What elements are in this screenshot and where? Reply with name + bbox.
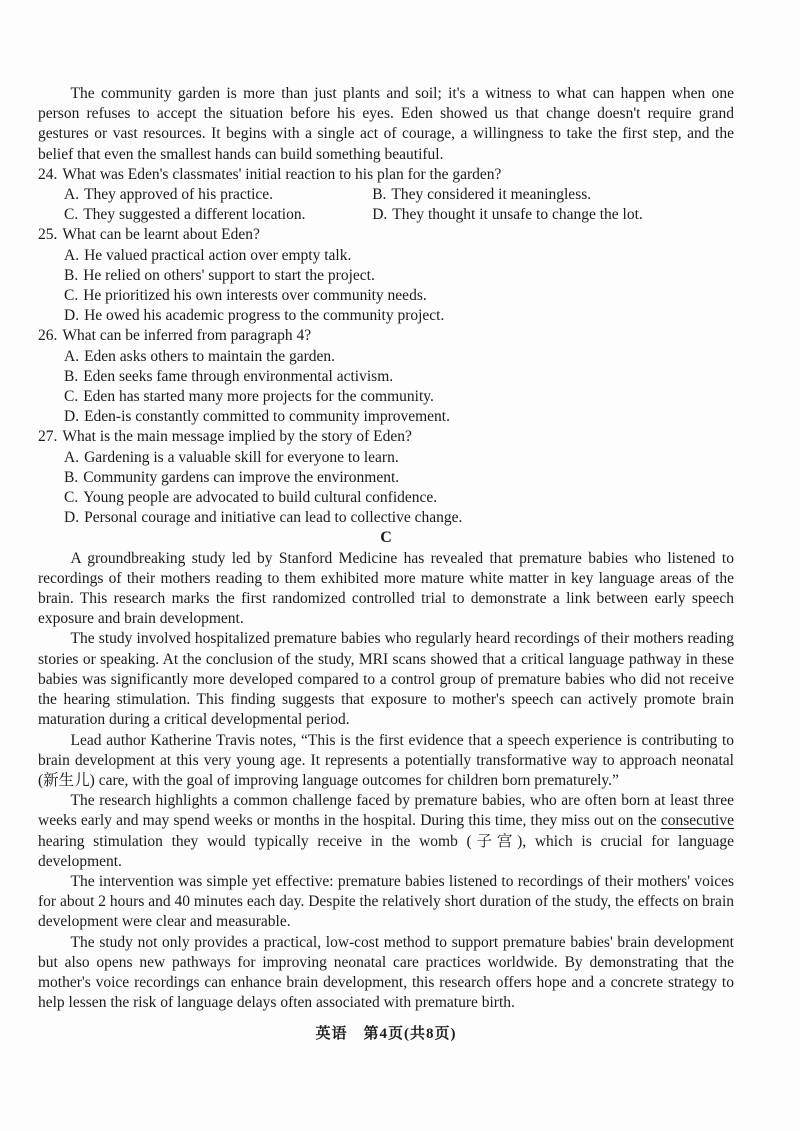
option-label: A.: [64, 347, 80, 365]
option-25-b: [64, 266, 734, 286]
question-stem-text: What is the main message implied by the story of Eden?: [62, 428, 412, 446]
question-26-stem: [38, 326, 734, 346]
option-25-c: [64, 286, 734, 306]
option-27-b: [64, 468, 734, 488]
option-24-a: [64, 185, 372, 205]
question-27-stem: [38, 427, 734, 447]
option-label: D.: [372, 206, 388, 224]
option-label: A.: [64, 186, 80, 204]
question-number: 24.: [38, 165, 58, 183]
option-label: D.: [64, 509, 80, 527]
option-label: C.: [64, 206, 79, 224]
option-text: He valued practical action over empty talk.: [84, 246, 352, 264]
question-25: [38, 225, 734, 326]
option-26-d: [64, 407, 734, 427]
section-c-paragraph-3: Lead author Katherine Travis notes, “This is the first evidence that a speech experience is contributing to brain development at this very young age. It represents a potentially transformative way to approach neonatal (新生儿) care, with the goal of improving language outcomes for children born prematurely.”: [38, 731, 734, 789]
option-26-b: [64, 367, 734, 387]
question-26-options: [38, 347, 734, 428]
question-27-options: [38, 448, 734, 529]
option-25-d: [64, 306, 734, 326]
question-stem-text: What can be inferred from paragraph 4?: [62, 327, 312, 345]
option-label: C.: [64, 489, 79, 507]
option-text: They approved of his practice.: [84, 186, 274, 204]
option-label: B.: [64, 468, 79, 486]
question-25-options: [38, 246, 734, 327]
option-text: Personal courage and initiative can lead to collective change.: [84, 509, 463, 527]
option-text: Eden-is constantly committed to community improvement.: [84, 408, 450, 426]
option-text: They thought it unsafe to change the lot.: [392, 206, 643, 224]
question-number: 26.: [38, 327, 58, 345]
section-c-paragraph-5: The intervention was simple yet effective: premature babies listened to recordings of their mothers' voices for about 2 hours and 40 minutes each day. Despite the relatively short duration of the study, the effects on brain development were clear and measurable.: [38, 872, 734, 931]
question-26: [38, 326, 734, 427]
option-24-b: [372, 185, 734, 205]
question-number: 25.: [38, 226, 58, 244]
section-c-paragraph-6: The study not only provides a practical, low-cost method to support premature babies' brain development but also opens new pathways for improving neonatal care practices worldwide. By demonstrating that the mother's voice recordings can enhance brain development, this research offers hope and a concrete strategy to help lessen the risk of language delays often associated with premature birth.: [38, 933, 734, 1012]
question-24: [38, 165, 734, 226]
option-27-d: [64, 508, 734, 528]
option-text: He prioritized his own interests over community needs.: [83, 287, 427, 305]
paragraph-text: hearing stimulation they would typically receive in the womb (子宫), which is crucial for language development.: [38, 832, 734, 870]
option-26-a: [64, 347, 734, 367]
option-label: A.: [64, 448, 80, 466]
question-27: [38, 427, 734, 528]
question-stem-text: What was Eden's classmates' initial reaction to his plan for the garden?: [62, 165, 502, 183]
option-text: He relied on others' support to start the project.: [83, 266, 375, 284]
option-label: B.: [64, 367, 79, 385]
option-24-c: [64, 205, 372, 225]
option-label: C.: [64, 287, 79, 305]
option-text: Young people are advocated to build cultural confidence.: [83, 489, 438, 507]
question-number: 27.: [38, 428, 58, 446]
section-c-heading: C: [380, 529, 392, 547]
question-25-stem: [38, 225, 734, 245]
option-text: They suggested a different location.: [83, 206, 306, 224]
option-text: Community gardens can improve the environment.: [83, 468, 400, 486]
section-c-paragraph-4: [38, 791, 734, 872]
option-label: D.: [64, 408, 80, 426]
option-label: A.: [64, 246, 80, 264]
option-label: D.: [64, 307, 80, 325]
option-label: B.: [372, 186, 387, 204]
question-24-stem: [38, 165, 734, 185]
section-c-paragraph-2: The study involved hospitalized premature babies who regularly heard recordings of their mothers reading stories or speaking. At the conclusion of the study, MRI scans showed that a critical language pathway in these babies was significantly more developed compared to a control group of premature babies who did not receive the hearing stimulation. This finding suggests that exposure to mother's speech can actively promote brain maturation during a critical developmental period.: [38, 630, 734, 729]
option-text: They considered it meaningless.: [391, 186, 592, 204]
option-label: B.: [64, 266, 79, 284]
option-text: He owed his academic progress to the community project.: [84, 307, 445, 325]
question-stem-text: What can be learnt about Eden?: [62, 226, 260, 244]
question-24-options: [38, 185, 734, 225]
option-26-c: [64, 387, 734, 407]
underlined-word: consecutive: [660, 812, 734, 830]
option-27-c: [64, 488, 734, 508]
option-text: Eden seeks fame through environmental activism.: [83, 367, 394, 385]
option-text: Eden asks others to maintain the garden.: [84, 347, 336, 365]
option-text: Eden has started many more projects for the community.: [83, 388, 434, 406]
option-label: C.: [64, 388, 79, 406]
option-25-a: [64, 246, 734, 266]
section-c-paragraph-1: A groundbreaking study led by Stanford Medicine has revealed that premature babies who listened to recordings of their mothers reading to them exhibited more mature white matter in key language areas of the brain. This research marks the first randomized controlled trial to demonstrate a link between early speech exposure and brain development.: [38, 549, 734, 628]
paragraph-text: The research highlights a common challenge faced by premature babies, who are often born at least three weeks early and may spend weeks or months in the hospital. During this time, they miss out on the: [38, 792, 734, 830]
option-27-a: [64, 448, 734, 468]
passage-b-final-paragraph: The community garden is more than just plants and soil; it's a witness to what can happen when one person refuses to accept the situation before his eyes. Eden showed us that change doesn't require grand gestures or vast resources. It begins with a single act of courage, a willingness to take the first step, and the belief that even the smallest hands can build something beautiful.: [38, 85, 734, 163]
option-24-d: [372, 205, 734, 225]
page-footer: 英语 第4页(共8页): [315, 1026, 457, 1043]
option-text: Gardening is a valuable skill for everyone to learn.: [84, 448, 399, 466]
